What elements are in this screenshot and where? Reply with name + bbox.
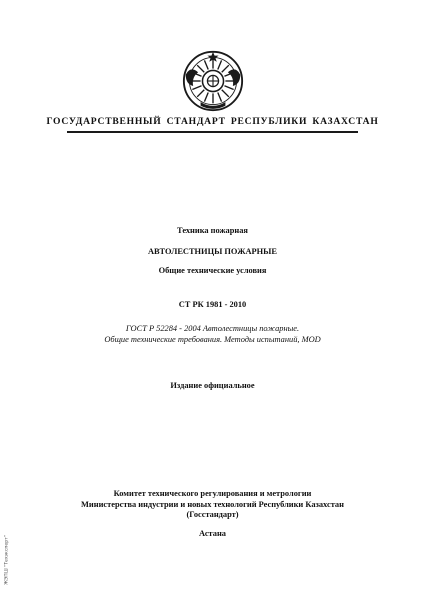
standard-header-title: ГОСУДАРСТВЕННЫЙ СТАНДАРТ РЕСПУБЛИКИ КАЗАХСТАН xyxy=(46,116,379,127)
document-category: Техника пожарная xyxy=(177,226,248,235)
side-stamp xyxy=(2,530,11,590)
document-title: АВТОЛЕСТНИЦЫ ПОЖАРНЫЕ xyxy=(147,247,277,256)
side-stamp-text: ЖЭПШ "Техэксперт" xyxy=(4,535,9,585)
publisher-block xyxy=(0,489,425,521)
header-divider xyxy=(67,131,358,133)
kazakhstan-state-emblem-icon xyxy=(182,50,244,112)
document-code: СТ РК 1981 - 2010 xyxy=(178,300,247,309)
publisher-city: Астана xyxy=(199,529,226,538)
publisher-line-3: (Госстандарт) xyxy=(186,510,239,519)
reference-line-2: Общие технические требования. Методы испытаний, MOD xyxy=(104,335,321,344)
edition-label: Издание официальное xyxy=(170,381,255,390)
reference-standard xyxy=(0,323,425,345)
document-subtitle: Общие технические условия xyxy=(158,266,267,275)
publisher-line-2: Министерства индустрии и новых технологий Республики Казахстан xyxy=(81,499,344,509)
publisher-line-1: Комитет технического регулирования и метрологии xyxy=(113,489,312,498)
reference-line-1: ГОСТ Р 52284 - 2004 Автолестницы пожарные. xyxy=(125,324,300,333)
